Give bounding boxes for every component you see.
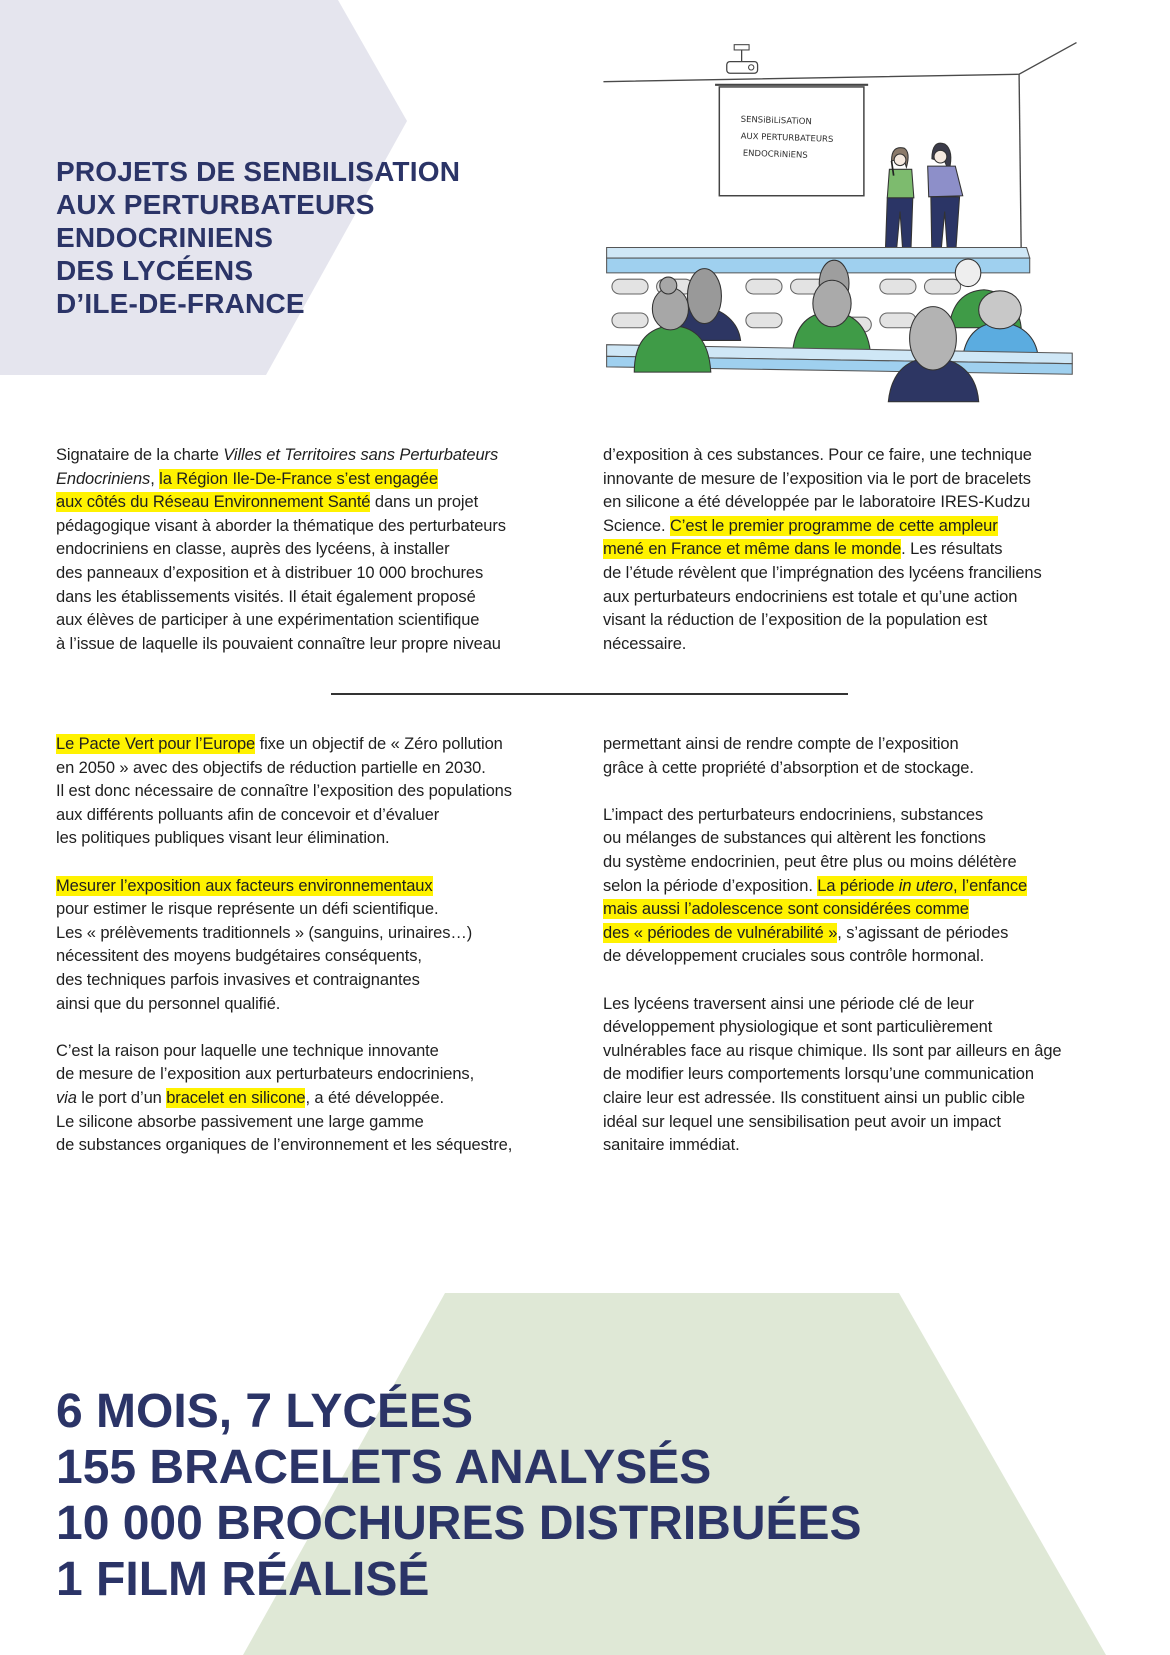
text-line	[603, 562, 1042, 586]
text-segment: aux élèves de participer à une expérimentation scientifique	[56, 611, 480, 630]
body-right-column	[603, 733, 1062, 1158]
screen-text-line: SENSiBiLiSATiON	[740, 113, 813, 127]
audience	[668, 259, 1038, 357]
text-line	[603, 1063, 1062, 1087]
projector-body	[727, 62, 758, 74]
text-line	[56, 468, 506, 492]
text-segment: vulnérables face au risque chimique. Ils sont par ailleurs en âge	[603, 1041, 1062, 1060]
audience-hair-bun	[660, 277, 677, 294]
chair	[746, 279, 782, 294]
text-segment: idéal sur lequel une sensibilisation peut avoir un impact	[603, 1112, 1001, 1131]
text-line	[56, 804, 512, 828]
text-line	[603, 898, 1062, 922]
text-line	[603, 586, 1042, 610]
text-segment: , s’agissant de périodes	[837, 923, 1009, 942]
text-segment: Le silicone absorbe passivement une large gamme	[56, 1112, 424, 1131]
text-line	[603, 1111, 1062, 1135]
projector-mount	[734, 45, 749, 50]
text-segment: visant la réduction de l’exposition de la population est	[603, 611, 988, 630]
highlighted-text: mais aussi l’adolescence sont considérées comme	[603, 900, 969, 919]
text-line	[56, 633, 506, 657]
text-segment: le port d’un	[76, 1088, 167, 1107]
projector	[727, 45, 758, 74]
text-line	[56, 515, 506, 539]
screen-text-line: ENDOCRiNiENS	[742, 147, 808, 160]
italic-text: via	[56, 1088, 77, 1107]
text-segment: claire leur est adressée. Ils constituent ainsi un public cible	[603, 1088, 1026, 1107]
text-segment: selon la période d’exposition.	[603, 876, 818, 895]
text-segment: innovante de mesure de l’exposition via le port de bracelets	[603, 469, 1031, 488]
text-line	[603, 1087, 1062, 1111]
text-segment: . Les résultats	[901, 540, 1003, 559]
text-line	[603, 851, 1062, 875]
text-line	[56, 898, 512, 922]
text-line	[603, 515, 1042, 539]
text-line	[56, 827, 512, 851]
chair	[880, 279, 916, 294]
title-line: AUX PERTURBATEURS	[56, 189, 375, 220]
projection-screen	[715, 85, 868, 196]
blank-line	[603, 780, 1062, 804]
highlighted-text: bracelet en silicone	[166, 1088, 306, 1107]
text-segment: en silicone a été développée par le laboratoire IRES-Kudzu	[603, 493, 1031, 512]
audience-head	[955, 259, 981, 286]
text-line	[56, 780, 512, 804]
title-line: D’ILE-DE-FRANCE	[56, 288, 305, 319]
text-line	[56, 444, 506, 468]
blank-line	[56, 1016, 512, 1040]
presenter-shirt	[928, 166, 963, 197]
text-line	[603, 1040, 1062, 1064]
text-segment: Les lycéens traversent ainsi une période clé de leur	[603, 994, 974, 1013]
text-segment: d’exposition à ces substances. Pour ce faire, une technique	[603, 446, 1032, 464]
highlighted-text: La période	[817, 876, 899, 895]
highlighted-text: C’est le premier programme de cette ampleur	[669, 516, 998, 535]
text-segment: de mesure de l’exposition aux perturbateurs endocriniens,	[56, 1065, 475, 1084]
text-segment: en 2050 » avec des objectifs de réduction partielle en 2030.	[56, 758, 486, 777]
text-segment: nécessaire.	[603, 634, 687, 653]
text-line	[56, 538, 506, 562]
text-segment: pour estimer le risque représente un défi scientifique.	[56, 900, 439, 919]
text-segment: dans un projet	[370, 493, 479, 512]
text-line	[56, 1063, 512, 1087]
text-line	[603, 875, 1062, 899]
key-figure-line: 6 MOIS, 7 LYCÉES	[56, 1385, 474, 1438]
screen-text-line: AUX PERTURBATEURS	[740, 130, 834, 144]
body-left-column	[56, 733, 512, 1158]
text-line	[56, 993, 512, 1017]
chair	[612, 313, 648, 328]
text-segment: aux différents polluants afin de concevoir et d’évaluer	[56, 805, 440, 824]
text-segment: pédagogique visant à aborder la thématique des perturbateurs	[56, 516, 506, 535]
wall-corner-line	[1019, 74, 1021, 254]
text-line	[56, 1111, 512, 1135]
text-segment: des panneaux d’exposition et à distribuer 10 000 brochures	[56, 563, 484, 582]
text-line	[603, 993, 1062, 1017]
intro-right-column	[603, 444, 1042, 656]
text-line	[56, 1134, 512, 1158]
page-title	[56, 155, 460, 320]
audience-hair	[813, 280, 851, 326]
chair	[880, 313, 916, 328]
text-line	[603, 945, 1062, 969]
section-divider	[331, 693, 848, 695]
text-segment: du système endocrinien, peut être plus ou moins délétère	[603, 852, 1017, 871]
text-segment: L’impact des perturbateurs endocriniens, substances	[603, 805, 984, 824]
text-segment: les politiques publiques visant leur élimination.	[56, 829, 390, 848]
text-segment: grâce à cette propriété d’absorption et de stockage.	[603, 758, 974, 777]
text-line	[56, 969, 512, 993]
text-line	[56, 733, 512, 757]
highlighted-text: aux côtés du Réseau Environnement Santé	[56, 493, 371, 512]
key-figure-line: 1 FILM RÉALISÉ	[56, 1553, 430, 1606]
text-segment: endocriniens en classe, auprès des lycéens, à installer	[56, 540, 450, 559]
key-figures	[56, 1384, 862, 1608]
audience-hair	[910, 307, 957, 370]
text-line	[56, 1040, 512, 1064]
text-line	[56, 1087, 512, 1111]
classroom-illustration	[596, 32, 1085, 407]
highlighted-text: Le Pacte Vert pour l’Europe	[56, 735, 256, 753]
highlighted-text: mené en France et même dans le monde	[603, 540, 902, 559]
text-segment: ainsi que du personnel qualifié.	[56, 994, 281, 1013]
text-segment: aux perturbateurs endocriniens est totale et qu’une action	[603, 587, 1018, 606]
audience-hair	[687, 269, 721, 324]
text-segment: , a été développée.	[305, 1088, 444, 1107]
chair	[924, 279, 960, 294]
text-segment: Science.	[603, 516, 670, 535]
ceiling-line	[603, 43, 1076, 82]
italic-text: Villes et Territoires sans Perturbateurs	[223, 446, 499, 464]
highlighted-text: Mesurer l’exposition aux facteurs environnementaux	[56, 876, 433, 895]
text-line	[603, 922, 1062, 946]
text-line	[603, 491, 1042, 515]
text-line	[603, 633, 1042, 657]
text-line	[603, 1134, 1062, 1158]
text-line	[56, 757, 512, 781]
text-line	[56, 562, 506, 586]
key-figure-line: 10 000 BROCHURES DISTRIBUÉES	[56, 1497, 862, 1550]
text-segment: de développement cruciales sous contrôle hormonal.	[603, 947, 985, 966]
audience-hair	[979, 291, 1022, 329]
text-line	[603, 733, 1062, 757]
stage-top	[607, 247, 1030, 258]
text-line	[56, 586, 506, 610]
title-line: PROJETS DE SENBILISATION	[56, 156, 461, 187]
text-segment: à l’issue de laquelle ils pouvaient connaître leur propre niveau	[56, 634, 501, 653]
presenter	[880, 148, 914, 263]
text-segment: de substances organiques de l’environnement et les séquestre,	[56, 1136, 513, 1155]
title-line: DES LYCÉENS	[56, 255, 254, 286]
text-line	[603, 444, 1042, 468]
text-segment: de l’étude révèlent que l’imprégnation des lycéens franciliens	[603, 563, 1042, 582]
blank-line	[56, 851, 512, 875]
blank-line	[603, 969, 1062, 993]
text-segment: permettant ainsi de rendre compte de l’exposition	[603, 735, 959, 753]
text-segment: C’est la raison pour laquelle une technique innovante	[56, 1041, 439, 1060]
text-segment: Il est donc nécessaire de connaître l’exposition des populations	[56, 782, 512, 801]
text-segment: ,	[150, 469, 160, 488]
text-segment: de modifier leurs comportements lorsqu’une communication	[603, 1065, 1034, 1084]
text-segment: nécessitent des moyens budgétaires conséquents,	[56, 947, 422, 966]
text-line	[56, 875, 512, 899]
text-segment: fixe un objectif de « Zéro pollution	[255, 735, 503, 753]
text-segment: Les « prélèvements traditionnels » (sanguins, urinaires…)	[56, 923, 473, 942]
highlighted-text: , l’enfance	[953, 876, 1028, 895]
text-line	[603, 757, 1062, 781]
chair	[746, 313, 782, 328]
text-line	[603, 609, 1042, 633]
presenter-head	[894, 154, 906, 166]
text-line	[56, 922, 512, 946]
presenter	[928, 143, 963, 262]
text-segment: dans les établissements visités. Il était également proposé	[56, 587, 476, 606]
highlighted-text: des « périodes de vulnérabilité »	[603, 923, 838, 942]
text-line	[56, 491, 506, 515]
title-line: ENDOCRINIENS	[56, 222, 274, 253]
text-segment: Signataire de la charte	[56, 446, 224, 464]
text-segment: développement physiologique et sont particulièrement	[603, 1018, 993, 1037]
presenter-head	[934, 150, 947, 163]
text-segment: des techniques parfois invasives et contraignantes	[56, 970, 420, 989]
highlighted-text: la Région Ile-De-France s’est engagée	[159, 469, 438, 488]
chair	[612, 279, 648, 294]
text-segment: sanitaire immédiat.	[603, 1136, 740, 1155]
text-line	[603, 468, 1042, 492]
intro-left-column	[56, 444, 506, 656]
text-line	[603, 1016, 1062, 1040]
presenter-shirt	[887, 169, 914, 198]
highlighted-text: in utero	[898, 876, 954, 895]
key-figure-line: 155 BRACELETS ANALYSÉS	[56, 1441, 712, 1494]
text-line	[56, 609, 506, 633]
italic-text: Endocriniens	[56, 469, 151, 488]
text-line	[56, 945, 512, 969]
text-line	[603, 804, 1062, 828]
text-line	[603, 538, 1042, 562]
text-segment: ou mélanges de substances qui altèrent les fonctions	[603, 829, 986, 848]
text-line	[603, 827, 1062, 851]
